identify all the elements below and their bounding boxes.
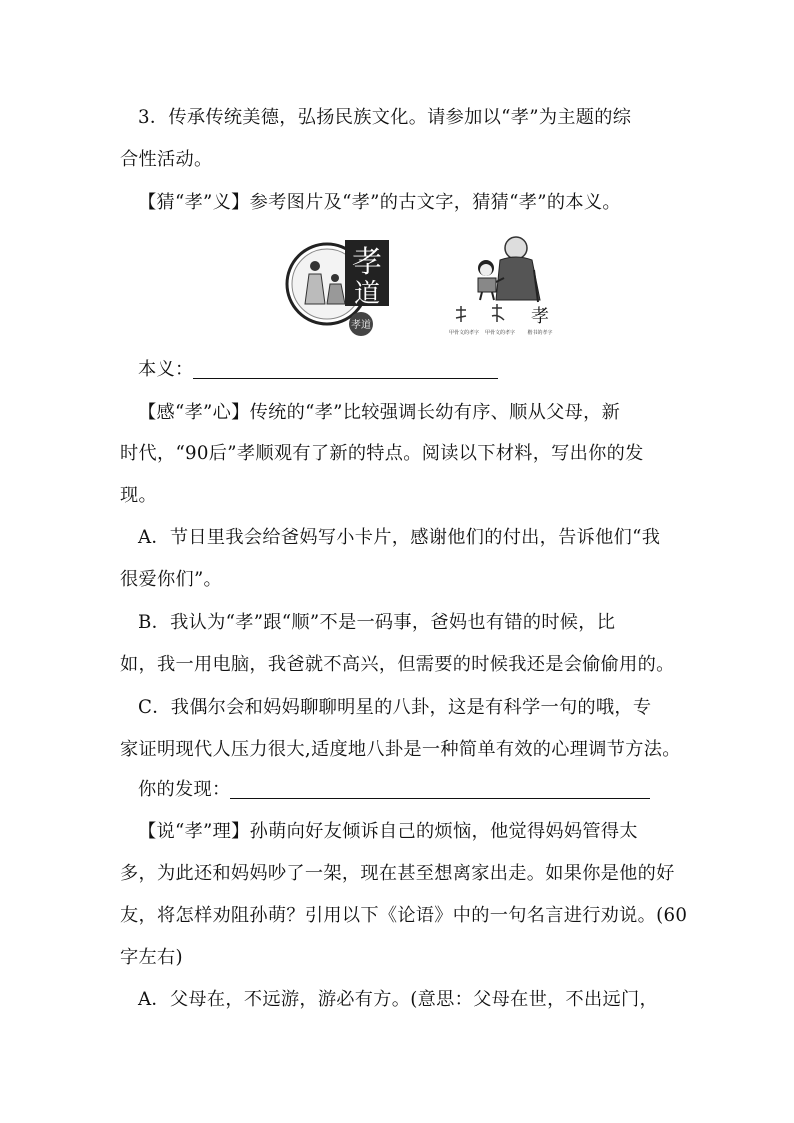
caption-2: 甲骨文的孝字 — [484, 330, 516, 336]
benyi-row — [138, 348, 678, 391]
benyi-answer-line[interactable] — [193, 356, 498, 379]
finding-row — [138, 768, 678, 811]
say-line-4: 字左右) — [120, 947, 183, 968]
feel-line-2: 时代，“90后”孝顺观有了新的特点。阅读以下材料，写出你的发 — [120, 443, 644, 464]
say-line-3: 友，将怎样劝阻孙萌？引用以下《论语》中的一句名言进行劝说。(60 — [120, 905, 688, 926]
calligraphy-char-1: 孝 — [352, 245, 382, 280]
q3-line-1: 3．传承传统美德，弘扬民族文化。请参加以“孝”为主题的综 — [138, 107, 632, 128]
kaishu-xiao-char: 孝 — [531, 306, 549, 327]
say-line-2: 多，为此还和妈妈吵了一架，现在甚至想离家出走。如果你是他的好 — [120, 863, 675, 884]
quote-a: A．父母在，不远游，游必有方。(意思：父母在世，不出远门， — [138, 989, 658, 1010]
feel-line-1: 【感“孝”心】传统的“孝”比较强调长幼有序、顺从父母，新 — [138, 402, 621, 423]
say-line-1: 【说“孝”理】孙萌向好友倾诉自己的烦恼，他觉得妈妈管得太 — [138, 821, 638, 842]
caption-1: 甲骨文的孝字 — [448, 330, 480, 336]
material-a-line-2: 很爱你们”。 — [120, 569, 223, 590]
feel-line-3: 现。 — [120, 485, 157, 506]
q3-line-2: 合性活动。 — [120, 149, 213, 170]
caption-3: 楷书的孝字 — [527, 330, 553, 336]
benyi-label: 本义： — [138, 359, 194, 380]
material-b-line-2: 如，我一用电脑，我爸就不高兴，但需要的时候我还是会偷偷用的。 — [120, 654, 675, 675]
material-c-line-2: 家证明现代人压力很大,适度地八卦是一种简单有效的心理调节方法。 — [120, 739, 681, 760]
material-c-line-1: C．我偶尔会和妈妈聊聊明星的八卦，这是有科学一句的哦，专 — [138, 697, 652, 718]
xiao-ancient-characters-image — [448, 230, 562, 338]
finding-label: 你的发现： — [138, 779, 231, 800]
material-b-line-1: B．我认为“孝”跟“顺”不是一码事，爸妈也有错的时候，比 — [138, 612, 616, 633]
guess-instruction: 【猜“孝”义】参考图片及“孝”的古文字，猜猜“孝”的本义。 — [138, 192, 621, 213]
material-a-line-1: A．节日里我会给爸妈写小卡片，感谢他们的付出，告诉他们“我 — [138, 527, 661, 548]
finding-answer-line[interactable] — [230, 776, 650, 799]
xiao-dao-calligraphy-image — [285, 232, 395, 340]
calligraphy-char-2: 道 — [353, 279, 381, 309]
seal-text: 孝道 — [351, 320, 371, 331]
